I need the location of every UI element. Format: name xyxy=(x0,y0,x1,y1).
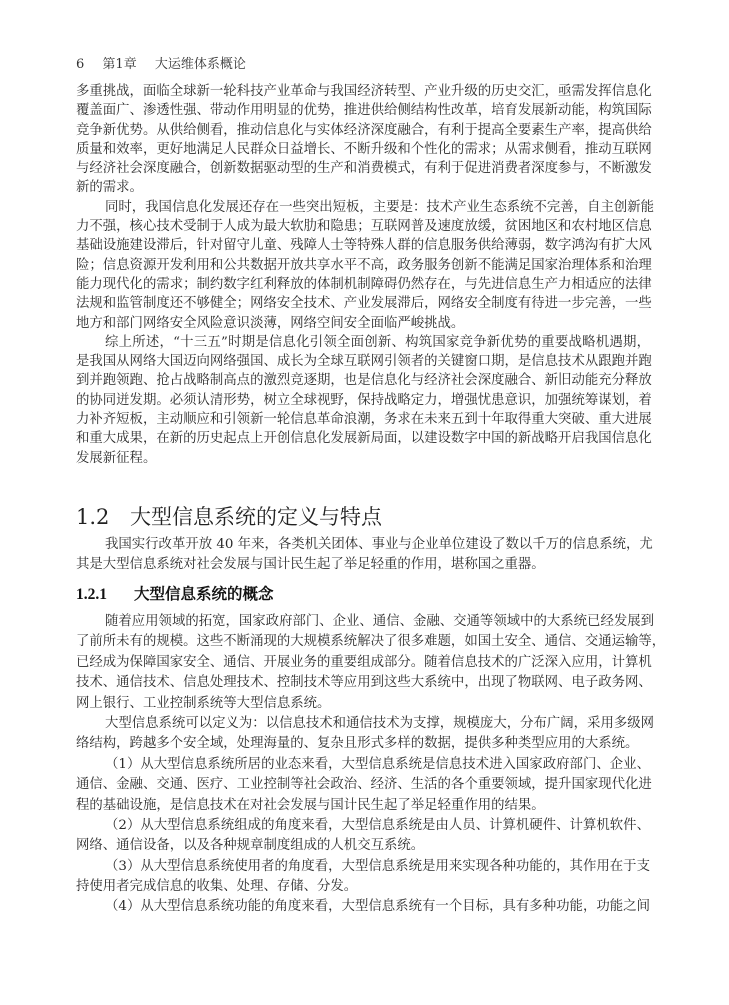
text-line: 能力现代化的需求；制约数字红利释放的体制机制障碍仍然存在，与先进信息生产力相适应的法律 xyxy=(76,276,652,292)
section-number: 1.2 xyxy=(76,505,110,529)
text-line: （1）从大型信息系统所居的业态来看，大型信息系统是信息技术进入国家政府部门、企业、 xyxy=(105,756,650,772)
text-line: （3）从大型信息系统使用者的角度看，大型信息系统是用来实现各种功能的，其作用在于支 xyxy=(105,858,650,874)
text-line: 力不强，核心技术受制于人成为最大软肋和隐患；互联网普及速度放缓，贫困地区和农村地区信息 xyxy=(76,219,652,235)
text-line: 与经济社会深度融合，创新数据驱动型的生产和消费模式，有利于促进消费者深度参与，不断激发 xyxy=(76,161,652,177)
text-line: 持使用者完成信息的收集、处理、存储、分发。 xyxy=(76,879,358,895)
text-line: 基础设施建设滞后，针对留守儿童、残障人士等特殊人群的信息服务供给薄弱，数字鸿沟有扩大风 xyxy=(76,238,652,254)
text-line: 险；信息资源开发利用和公共数据开放共享水平不高，政务服务创新不能满足国家治理体系和治理 xyxy=(76,257,652,273)
section-title: 大型信息系统的定义与特点 xyxy=(130,505,382,529)
section-heading-1-2 xyxy=(76,502,382,532)
text-line: 已经成为保障国家安全、通信、开展业务的重要组成部分。随着信息技术的广泛深入应用，计算机 xyxy=(76,654,652,670)
text-line: 力补齐短板，主动顺应和引领新一轮信息革命浪潮，务求在未来五到十年取得重大突破、重大进展 xyxy=(76,412,652,428)
paragraph xyxy=(76,714,655,755)
text-line: 同时，我国信息化发展还存在一些突出短板，主要是：技术产业生态系统不完善，自主创新能 xyxy=(105,199,655,215)
text-line: 程的基础设施，是信息技术在对社会发展与国计民生起了举足轻重作用的结果。 xyxy=(76,797,545,813)
text-line: 和重大成果，在新的历史起点上开创信息化发展新局面，以建设数字中国的新战略开启我国信息化 xyxy=(76,431,652,447)
text-line: 综上所述，“十三五”时期是信息化引领全面创新、构筑国家竞争新优势的重要战略机遇期， xyxy=(105,334,650,350)
paragraph xyxy=(76,535,653,575)
text-line: 是我国从网络大国迈向网络强国、成长为全球互联网引领者的关键窗口期，是信息技术从跟跑并跑 xyxy=(76,354,652,370)
text-line: 新的需求。 xyxy=(76,180,143,196)
text-line: 覆盖面广、渗透性强、带动作用明显的优势，推进供给侧结构性改革，培育发展新动能，构筑国际 xyxy=(76,103,652,119)
text-line: 其是大型信息系统对社会发展与国计民生起了举足轻重的作用，堪称国之重器。 xyxy=(76,557,545,572)
subsection-title: 大型信息系统的概念 xyxy=(134,586,274,603)
text-line: 随着应用领域的拓宽，国家政府部门、企业、通信、金融、交通等领域中的大系统已经发展到 xyxy=(105,614,655,629)
subsection-heading-1-2-1 xyxy=(76,583,274,607)
paragraph xyxy=(76,755,650,816)
text-line: 质量和效率，更好地满足人民群众日益增长、不断升级和个性化的需求；从需求侧看，推动互联网 xyxy=(76,141,652,157)
body-text-section-1-2 xyxy=(76,535,653,575)
text-line: 通信、金融、交通、医疗、工业控制等社会政治、经济、生活的各个重要领域，提升国家现代化进 xyxy=(76,777,652,793)
text-line: （4）从大型信息系统功能的角度来看，大型信息系统有一个目标，具有多种功能，功能之间 xyxy=(105,899,650,915)
text-line: 络结构，跨越多个安全域，处理海量的、复杂且形式多样的数据，提供多种类型应用的大系统。 xyxy=(76,736,639,752)
text-line: 竞争新优势。从供给侧看，推动信息化与实体经济深度融合，有利于提高全要素生产率，提高供给 xyxy=(76,122,652,138)
text-line: 了前所未有的规模。这些不断涌现的大规模系统解决了很多难题，如国土安全、通信、交通运输等， xyxy=(76,634,666,650)
text-line: 网络、通信设备，以及各种规章制度组成的人机交互系统。 xyxy=(76,838,425,854)
body-text-intro xyxy=(76,82,655,468)
chapter-label: 第1章 xyxy=(102,57,137,72)
paragraph xyxy=(76,897,650,917)
running-head xyxy=(76,55,260,75)
subsection-number: 1.2.1 xyxy=(76,586,107,603)
text-line: 技术、通信技术、信息处理技术、控制技术等应用到这些大系统中，出现了物联网、电子政务网、 xyxy=(76,675,652,691)
text-line: 的协同迸发期。必须认清形势，树立全球视野，保持战略定力，增强忧患意识，加强统筹谋划，着 xyxy=(76,392,652,408)
paragraph xyxy=(76,612,666,714)
text-line: 大型信息系统可以定义为：以信息技术和通信技术为支撑，规模庞大，分布广阔，采用多级网 xyxy=(105,715,655,731)
paragraph xyxy=(76,857,650,898)
text-line: 网上银行、工业控制系统等大型信息系统。 xyxy=(76,695,331,711)
body-text-section-1-2-1 xyxy=(76,612,666,918)
paragraph xyxy=(76,82,650,198)
text-line: （2）从大型信息系统组成的角度来看，大型信息系统是由人员、计算机硬件、计算机软件、 xyxy=(105,817,650,833)
paragraph xyxy=(76,333,650,468)
text-line: 我国实行改革开放 40 年来，各类机关团体、事业与企业单位建设了数以千万的信息系统，尤 xyxy=(105,537,653,552)
paragraph xyxy=(76,816,650,857)
text-line: 发展新征程。 xyxy=(76,450,157,466)
paragraph xyxy=(76,198,655,333)
chapter-title: 大运维体系概论 xyxy=(154,57,246,72)
text-line: 到并跑领跑、抢占战略制高点的激烈竞逐期，也是信息化与经济社会深度融合、新旧动能充分释放 xyxy=(76,373,652,389)
text-line: 法规和监管制度还不够健全；网络安全技术、产业发展滞后，网络安全制度有待进一步完善，一些 xyxy=(76,296,652,312)
page-number: 6 xyxy=(76,57,85,72)
text-line: 多重挑战，面临全球新一轮科技产业革命与我国经济转型、产业升级的历史交汇，亟需发挥信息化 xyxy=(76,84,652,99)
text-line: 地方和部门网络安全风险意识淡薄，网络空间安全面临严峻挑战。 xyxy=(76,315,465,331)
